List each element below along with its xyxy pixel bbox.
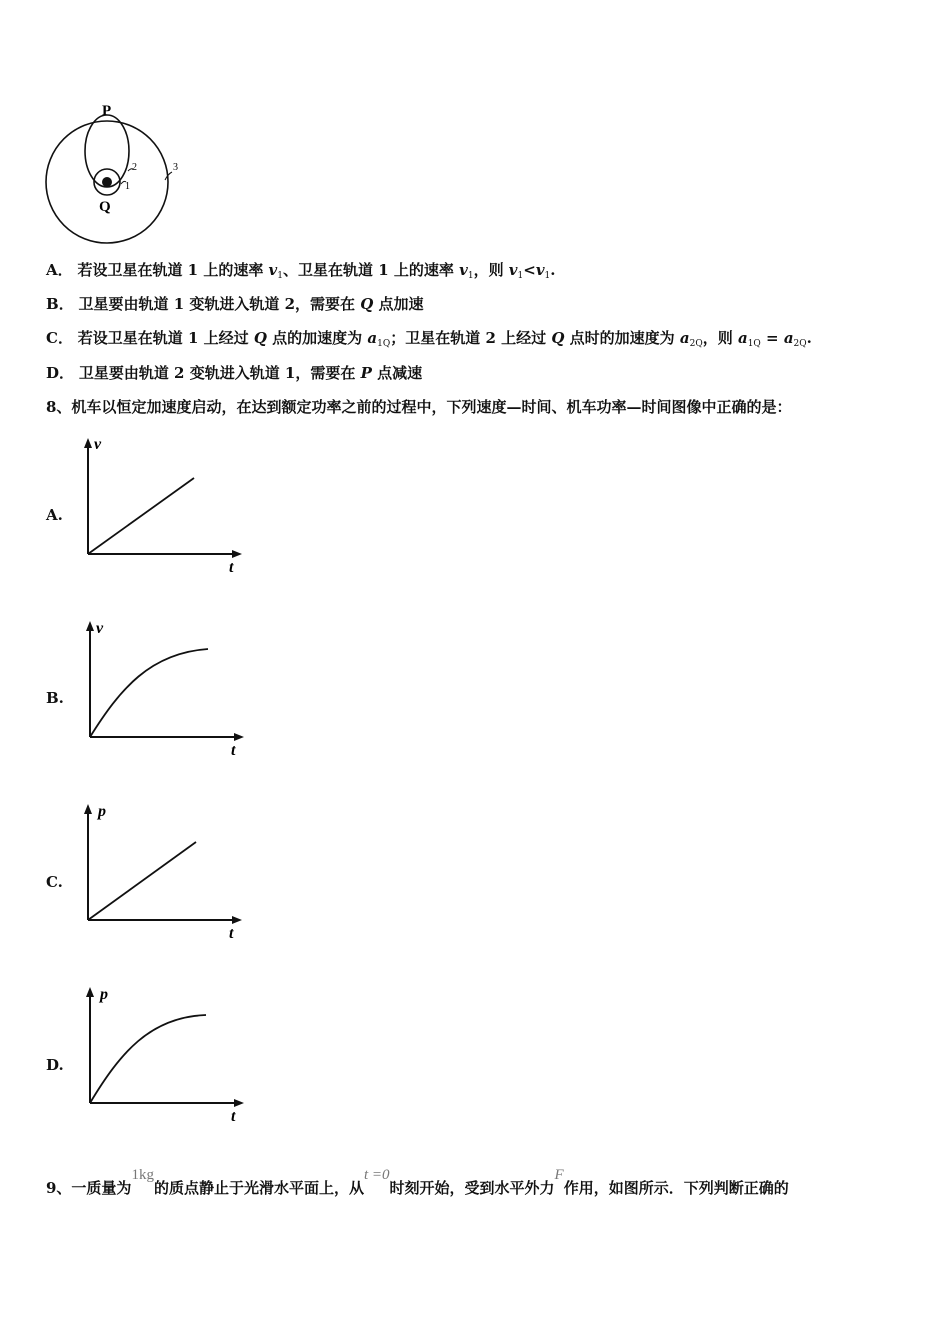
- orbit-2-ellipse: [85, 115, 129, 187]
- q7-option-d: D． 卫星要由轨道 2 变轨进入轨道 1，需要在 P 点减速: [46, 364, 423, 382]
- graph-d-y-label: p: [100, 986, 108, 1003]
- q7-option-c: C． 若设卫星在轨道 1 上经过 Q 点的加速度为 $a_{1Q}$；卫星在轨道 2 上经过 Q 点时的加速度为 $a_{2Q}$，则 $a_{1Q} = a_{2Q}$.: [46, 329, 812, 349]
- label-p: P: [102, 103, 112, 119]
- q7-option-a: A． 若设卫星在轨道 1 上的速率 $v_1$、卫星在轨道 1 上的速率 $v_1$，则 $v_1<v_1$.: [46, 261, 556, 281]
- time-value: t =0: [363, 1167, 390, 1183]
- q8-option-b-label: B.: [46, 689, 64, 707]
- label-3: 3: [173, 162, 178, 173]
- graph-b-curve: [90, 649, 208, 737]
- q8-option-c-label: C.: [46, 873, 63, 891]
- graph-a-x-label: t: [229, 559, 234, 576]
- label-q: Q: [99, 199, 111, 215]
- graph-b-y-label: v: [96, 620, 104, 637]
- q8-graph-d: [80, 985, 250, 1127]
- force-symbol: F: [554, 1167, 564, 1183]
- graph-d-x-label: t: [231, 1108, 236, 1125]
- graph-c-curve: [88, 842, 196, 920]
- label-2: 2: [132, 162, 137, 173]
- q8-graph-b: [80, 619, 250, 761]
- q9-stem: 9、一质量为1kg的质点静止于光滑水平面上，从t =0时刻开始，受到水平外力F作用，如图所示．下列判断正确的: [46, 1167, 789, 1197]
- mass-value: 1kg: [131, 1167, 154, 1183]
- q8-option-d-label: D.: [46, 1056, 64, 1074]
- planet-dot: [102, 177, 112, 187]
- graph-a-curve: [88, 478, 194, 554]
- graph-a-y-label: v: [94, 436, 102, 453]
- q8-stem: 8、机车以恒定加速度启动，在达到额定功率之前的过程中，下列速度—时间、机车功率—时间图像中正确的是：: [46, 398, 792, 416]
- q8-graph-c: [78, 802, 248, 944]
- q7-option-b: B． 卫星要由轨道 1 变轨进入轨道 2，需要在 Q 点加速: [46, 295, 424, 313]
- graph-d-curve: [90, 1015, 206, 1103]
- q8-graph-a: [78, 436, 248, 578]
- graph-b-x-label: t: [231, 742, 236, 759]
- orbit-figure: [40, 98, 190, 250]
- label-1: 1: [125, 181, 130, 192]
- graph-c-y-label: p: [98, 803, 106, 820]
- q8-option-a-label: A.: [46, 506, 63, 524]
- graph-c-x-label: t: [229, 925, 234, 942]
